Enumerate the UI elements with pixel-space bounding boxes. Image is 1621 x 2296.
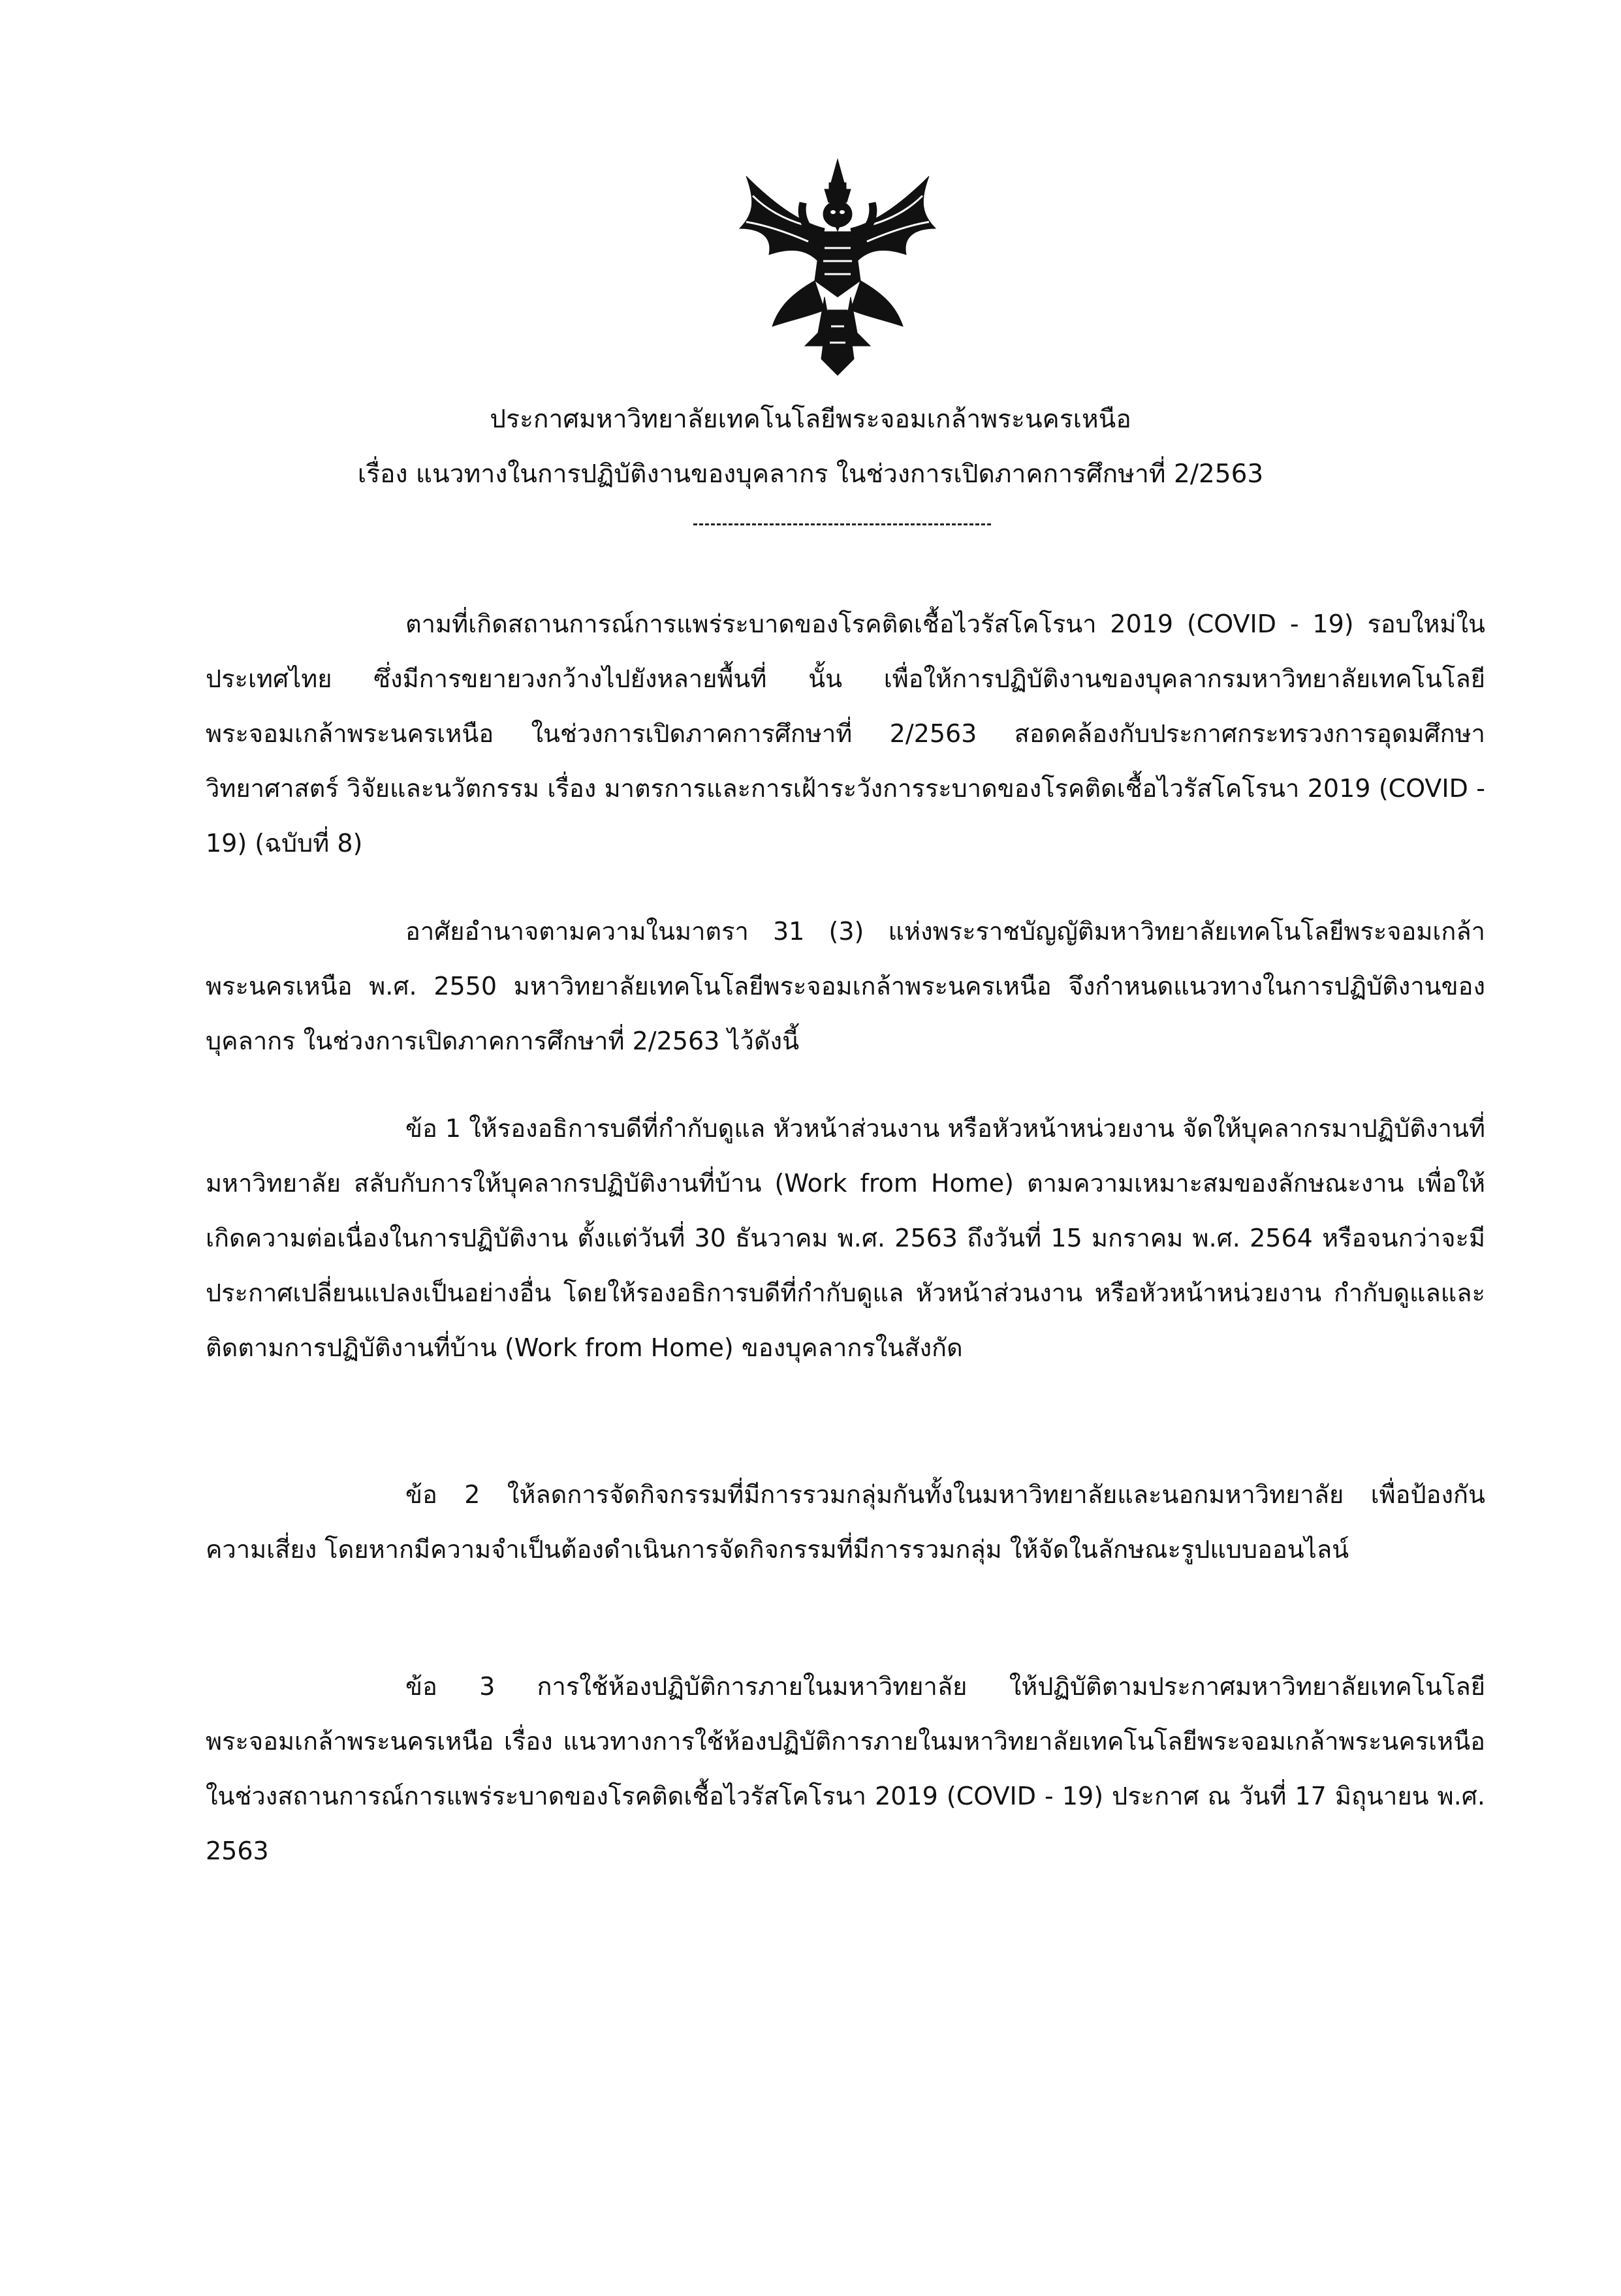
paragraph-clause-1: ข้อ 1 ให้รองอธิการบดีที่กำกับดูแล หัวหน้าส่วนงาน หรือหัวหน้าหน่วยงาน จัดให้บุคลากรมาปฏิบัติงานที่มหาวิทยาลัย สลับกับการให้บุคลากรปฏิบัติงานที่บ้าน (Work from Home) ตามความเหมาะสมของลักษณะงาน เพื่อให้เกิดความต่อเนื่องในการปฏิบัติงาน ตั้งแต่วันที่ 30 ธันวาคม พ.ศ. 2563 ถึงวันที่ 15 มกราคม พ.ศ. 2564 หรือจนกว่าจะมีประกาศเปลี่ยนแปลงเป็นอย่างอื่น โดยให้รองอธิการบดีที่กำกับดูแล หัวหน้าส่วนงาน หรือหัวหน้าหน่วยงาน กำกับดูแลและติดตามการปฏิบัติงานที่บ้าน (Work from Home) ของบุคลากรในสังกัด xyxy=(206,1114,1485,1362)
paragraph-clause-3: ข้อ 3 การใช้ห้องปฏิบัติการภายในมหาวิทยาลัย ให้ปฏิบัติตามประกาศมหาวิทยาลัยเทคโนโลยีพระจอมเกล้าพระนครเหนือ เรื่อง แนวทางการใช้ห้องปฏิบัติการภายในมหาวิทยาลัยเทคโนโลยีพระจอมเกล้าพระนครเหนือ ในช่วงสถานการณ์การแพร่ระบาดของโรคติดเชื้อไวรัสโคโรนา 2019 (COVID - 19) ประกาศ ณ วันที่ 17 มิถุนายน พ.ศ. 2563 xyxy=(206,1672,1485,1865)
paragraph-authority: อาศัยอำนาจตามความในมาตรา 31 (3) แห่งพระราชบัญญัติมหาวิทยาลัยเทคโนโลยีพระจอมเกล้าพระนครเหนือ พ.ศ. 2550 มหาวิทยาลัยเทคโนโลยีพระจอมเกล้าพระนครเหนือ จึงกำหนดแนวทางในการปฏิบัติงานของบุคลากร ในช่วงการเปิดภาคการศึกษาที่ 2/2563 ไว้ดังนี้ xyxy=(206,917,1485,1055)
paragraph-clause-2: ข้อ 2 ให้ลดการจัดกิจกรรมที่มีการรวมกลุ่มกันทั้งในมหาวิทยาลัยและนอกมหาวิทยาลัย เพื่อป้องกันความเสี่ยง โดยหากมีความจำเป็นต้องดำเนินการจัดกิจกรรมที่มีการรวมกลุ่ม ให้จัดในลักษณะรูปแบบออนไลน์ xyxy=(206,1480,1485,1564)
announcement-title: ประกาศมหาวิทยาลัยเทคโนโลยีพระจอมเกล้าพระนครเหนือ xyxy=(490,405,1131,434)
paragraph-background: ตามที่เกิดสถานการณ์การแพร่ระบาดของโรคติดเชื้อไวรัสโคโรนา 2019 (COVID - 19) รอบใหม่ในประเทศไทย ซึ่งมีการขยายวงกว้างไปยังหลายพื้นที่ นั้น เพื่อให้การปฏิบัติงานของบุคลากรมหาวิทยาลัยเทคโนโลยีพระจอมเกล้าพระนครเหนือ ในช่วงการเปิดภาคการศึกษาที่ 2/2563 สอดคล้องกับประกาศกระทรวงการอุดมศึกษา วิทยาศาสตร์ วิจัยและนวัตกรรม เรื่อง มาตรการและการเฝ้าระวังการระบาดของโรคติดเชื้อไวรัสโคโรนา 2019 (COVID - 19) (ฉบับที่ 8) xyxy=(206,610,1485,858)
garuda-emblem-icon xyxy=(727,157,949,379)
title-divider xyxy=(693,523,991,525)
announcement-subject: เรื่อง แนวทางในการปฏิบัติงานของบุคลากร ในช่วงการเปิดภาคการศึกษาที่ 2/2563 xyxy=(357,459,1264,489)
